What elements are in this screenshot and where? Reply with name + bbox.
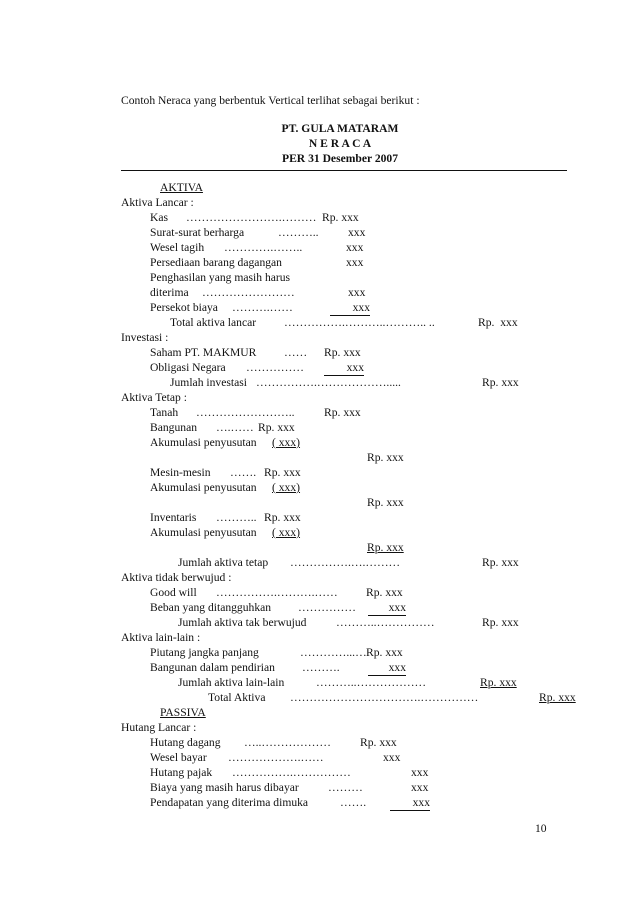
- inventaris-dots: ………..: [216, 511, 257, 524]
- header-rule: [121, 170, 567, 171]
- goodwill-dots: …………….……….……: [216, 586, 338, 599]
- wesel-bayar-value: xxx: [383, 751, 401, 764]
- pendapatan-dimuka-dots: …….: [340, 796, 367, 809]
- net-bangunan-value: Rp. xxx: [367, 451, 404, 464]
- surat-value: xxx: [348, 226, 366, 239]
- mesin-label: Mesin-mesin: [150, 466, 211, 479]
- jumlah-tak-berwujud-label: Jumlah aktiva tak berwujud: [178, 616, 307, 629]
- saham-dots: ……: [284, 346, 308, 359]
- aktiva-tetap-heading: Aktiva Tetap :: [121, 391, 187, 404]
- hutang-pajak-label: Hutang pajak: [150, 766, 213, 779]
- mesin-value: Rp. xxx: [264, 466, 301, 479]
- wesel-bayar-dots: ……………….……: [228, 751, 324, 764]
- hutang-lancar-heading: Hutang Lancar :: [121, 721, 197, 734]
- saham-label: Saham PT. MAKMUR: [150, 346, 257, 359]
- kas-label: Kas: [150, 211, 169, 224]
- pendapatan-dimuka-label: Pendapatan yang diterima dimuka: [150, 796, 309, 809]
- total-aktiva-value: Rp. xxx: [539, 691, 576, 704]
- persekot-value: xxx: [330, 301, 370, 316]
- akumulasi-1-label: Akumulasi penyusutan: [150, 436, 257, 449]
- saham-value: Rp. xxx: [324, 346, 361, 359]
- surat-dots: ………..: [278, 226, 319, 239]
- tak-berwujud-heading: Aktiva tidak berwujud :: [121, 571, 232, 584]
- piutang-dots: …………...…: [300, 646, 367, 659]
- jumlah-tak-berwujud-value: Rp. xxx: [482, 616, 519, 629]
- net-mesin-value: Rp. xxx: [367, 496, 404, 509]
- akumulasi-3-label: Akumulasi penyusutan: [150, 526, 257, 539]
- piutang-label: Piutang jangka panjang: [150, 646, 259, 659]
- beban-value: xxx: [368, 601, 406, 616]
- kas-value: Rp. xxx: [322, 211, 359, 224]
- jumlah-lain-dots: ………..………………: [316, 676, 427, 689]
- mesin-dots: …….: [230, 466, 257, 479]
- bangunan-pendirian-label: Bangunan dalam pendirian: [150, 661, 275, 674]
- diterima-label: diterima: [150, 286, 189, 299]
- persediaan-value: xxx: [346, 256, 364, 269]
- passiva-heading: PASSIVA: [160, 706, 206, 719]
- goodwill-value: Rp. xxx: [366, 586, 403, 599]
- statement-title: N E R A C A: [308, 137, 372, 150]
- tanah-dots: ……………………..: [196, 406, 295, 419]
- investasi-heading: Investasi :: [121, 331, 169, 344]
- piutang-value: Rp. xxx: [366, 646, 403, 659]
- hutang-dagang-dots: …..………………: [244, 736, 331, 749]
- akumulasi-3-value: ( xxx): [272, 526, 301, 539]
- wesel-tagih-label: Wesel tagih: [150, 241, 205, 254]
- total-lancar-dots: …………….………..……….. ..: [284, 316, 435, 329]
- persekot-dots: ……….……: [232, 301, 293, 314]
- beban-dots: ……………: [298, 601, 356, 614]
- tanah-value: Rp. xxx: [324, 406, 361, 419]
- aktiva-heading: AKTIVA: [160, 181, 203, 194]
- diterima-value: xxx: [348, 286, 366, 299]
- bangunan-pendirian-value: xxx: [368, 661, 406, 676]
- akumulasi-2-label: Akumulasi penyusutan: [150, 481, 257, 494]
- tanah-label: Tanah: [150, 406, 179, 419]
- wesel-tagih-dots: ………….……..: [224, 241, 303, 254]
- jumlah-tetap-value: Rp. xxx: [482, 556, 519, 569]
- hutang-dagang-value: Rp. xxx: [360, 736, 397, 749]
- total-lancar-label: Total aktiva lancar: [170, 316, 257, 329]
- obligasi-value: xxx: [324, 361, 364, 376]
- jumlah-tak-berwujud-dots: ………..……………: [336, 616, 435, 629]
- persekot-label: Persekot biaya: [150, 301, 218, 314]
- jumlah-tetap-dots: …………….….………: [290, 556, 401, 569]
- wesel-bayar-label: Wesel bayar: [150, 751, 207, 764]
- net-inventaris-value: Rp. xxx: [367, 541, 404, 554]
- bangunan-dots: ….……: [216, 421, 254, 434]
- kas-dots: …………………….………: [186, 211, 317, 224]
- total-aktiva-dots: …………………………….……………: [290, 691, 479, 704]
- hutang-pajak-value: xxx: [411, 766, 429, 779]
- biaya-harus-dibayar-dots: ………: [328, 781, 363, 794]
- bangunan-label: Bangunan: [150, 421, 198, 434]
- penghasilan-label: Penghasilan yang masih harus: [150, 271, 291, 284]
- diterima-dots: ……………………: [202, 286, 295, 299]
- biaya-harus-dibayar-value: xxx: [411, 781, 429, 794]
- page-number: 10: [535, 822, 547, 835]
- aktiva-lancar-heading: Aktiva Lancar :: [121, 196, 194, 209]
- biaya-harus-dibayar-label: Biaya yang masih harus dibayar: [150, 781, 299, 794]
- goodwill-label: Good will: [150, 586, 197, 599]
- surat-label: Surat-surat berharga: [150, 226, 245, 239]
- jumlah-investasi-value: Rp. xxx: [482, 376, 519, 389]
- intro-text: Contoh Neraca yang berbentuk Vertical terlihat sebagai berikut :: [121, 94, 420, 107]
- jumlah-lain-value: Rp. xxx: [480, 676, 517, 689]
- total-lancar-value: Rp. xxx: [478, 316, 518, 329]
- lain-lain-heading: Aktiva lain-lain :: [121, 631, 201, 644]
- jumlah-tetap-label: Jumlah aktiva tetap: [178, 556, 269, 569]
- persediaan-label: Persediaan barang dagangan: [150, 256, 282, 269]
- pendapatan-dimuka-value: xxx: [390, 796, 430, 811]
- obligasi-label: Obligasi Negara: [150, 361, 226, 374]
- jumlah-investasi-label: Jumlah investasi: [170, 376, 247, 389]
- akumulasi-2-value: ( xxx): [272, 481, 301, 494]
- statement-date: PER 31 Desember 2007: [281, 152, 399, 165]
- bangunan-value: Rp. xxx: [258, 421, 295, 434]
- total-aktiva-label: Total Aktiva: [208, 691, 266, 704]
- hutang-dagang-label: Hutang dagang: [150, 736, 221, 749]
- beban-label: Beban yang ditangguhkan: [150, 601, 272, 614]
- bangunan-pendirian-dots: ……….: [302, 661, 340, 674]
- jumlah-investasi-dots: …………….……………….....: [256, 376, 401, 389]
- hutang-pajak-dots: …………….……………: [232, 766, 351, 779]
- akumulasi-1-value: ( xxx): [272, 436, 301, 449]
- inventaris-value: Rp. xxx: [264, 511, 301, 524]
- wesel-tagih-value: xxx: [346, 241, 364, 254]
- inventaris-label: Inventaris: [150, 511, 197, 524]
- company-name: PT. GULA MATARAM: [281, 122, 399, 135]
- obligasi-dots: ……………: [246, 361, 304, 374]
- jumlah-lain-label: Jumlah aktiva lain-lain: [178, 676, 285, 689]
